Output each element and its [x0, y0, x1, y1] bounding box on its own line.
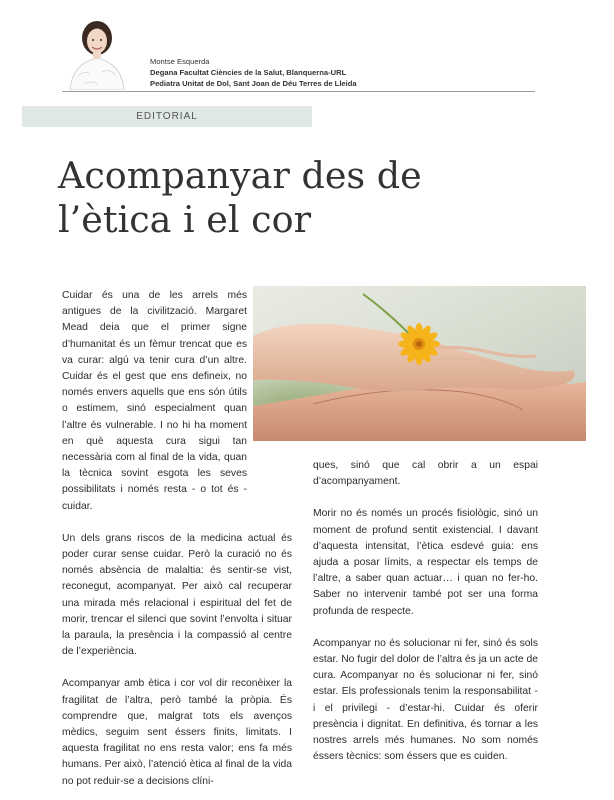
paragraph: Acompanyar amb ètica i cor vol dir reconèixer la fragilitat de l’altra, però també la pròpia. És comprendre que, malgrat tots els avenços mèdics, seguim sent éssers finits, limitats. I aquesta fragilitat no ens resta valor; ens fa més humans. Per això, l’atenció ètica al final de la vida no pot reduir-se a decisions clíni- — [62, 678, 292, 787]
author-name: Montse Esquerda — [150, 57, 210, 66]
paragraph: Cuidar és una de les arrels més antigues de la civilització. Margaret Mead deia que el primer signe d’humanitat és un fèmur trencat que es va curar: algú va tenir cura d’un altre. Cuidar és el gest que ens defineix, no només envers aquells que ens són útils o estimem, sinó especialment quan l’altre és vulnerable. I no hi ha moment en què aquesta cura sigui tan necessària com al final de la vida, quan la tècnica sovint esgota les seves possibilitats i només resta - o tot és - cuidar. — [62, 290, 247, 512]
section-label: EDITORIAL — [22, 106, 312, 127]
title-line-2: l’ètica i el cor — [58, 198, 312, 241]
article-column-1 — [62, 288, 292, 790]
article-title — [58, 154, 538, 242]
author-byline — [150, 56, 357, 89]
paragraph: ques, sinó que cal obrir a un espai d’acompanyament. — [313, 460, 538, 488]
title-line-1: Acompanyar des de — [58, 154, 422, 197]
author-role-1: Degana Facultat Ciències de la Salut, Blanquerna-URL — [150, 68, 347, 77]
paragraph: Acompanyar no és solucionar ni fer, sinó és sols estar. No fugir del dolor de l’altra és ja un acte de cura. Acompanyar no és solucionar ni fer, sinó estar. Els professionals tenim la responsabilitat - i el privilegi - d’estar-hi. Cuidar és oferir presència i dignitat. En definitiva, és tornar a les nostres arrels més humanes. No som només éssers tècnics: som éssers que es cuiden. — [313, 637, 538, 763]
paragraph: Un dels grans riscos de la medicina actual és poder curar sense cuidar. Però la curació no és només absència de malaltia: és sentir-se vist, reconegut, acompanyat. Per això cal recuperar una mirada més relacional i espiritual del fet de morir, trencar el silenci que sovint l’envolta i situar la paraula, la presència i la compassió al centre de l’experiència. — [62, 532, 292, 658]
paragraph: Morir no és només un procés fisiològic, sinó un moment de profund sentit existencial. I davant d’aquesta intensitat, l’ètica esdevé guia: ens ajuda a posar límits, a respectar els temps de l’altre, a saber quan actuar… i quan no fer-ho. Saber no intervenir també pot ser una forma profunda de respecte. — [313, 508, 538, 617]
hands-flower-photo — [253, 286, 586, 441]
article-column-2 — [313, 458, 538, 765]
header-divider — [62, 91, 535, 92]
author-role-2: Pediatra Unitat de Dol, Sant Joan de Déu Terres de Lleida — [150, 79, 357, 88]
author-portrait-icon — [64, 14, 130, 90]
